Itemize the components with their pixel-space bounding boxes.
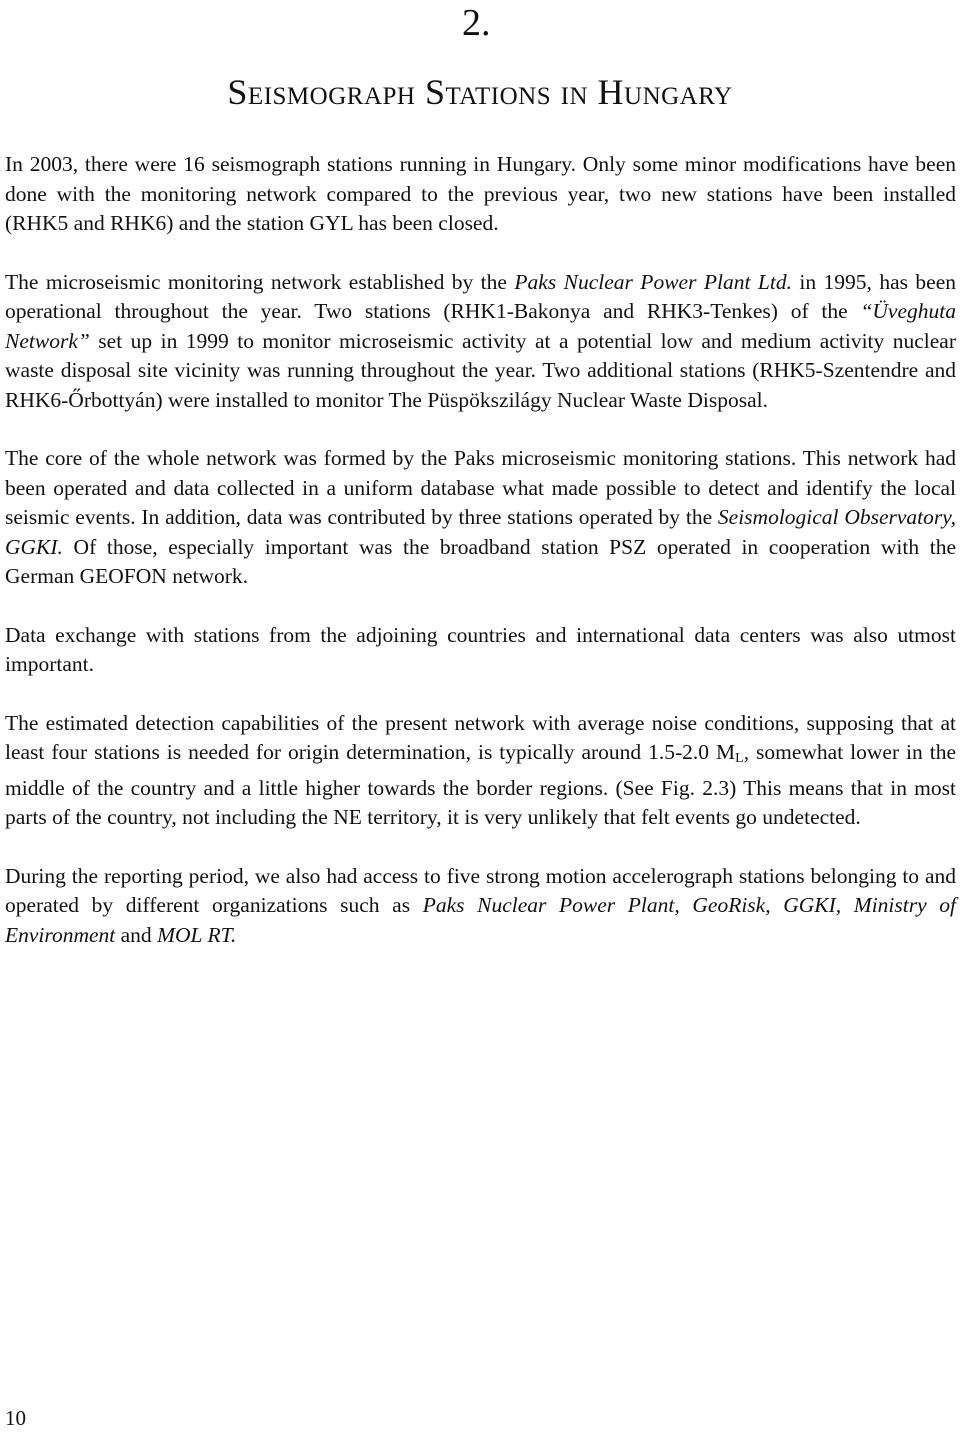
paragraph-strong-motion — [5, 862, 956, 951]
text-run: , somewhat lower in the middle of the country and a little higher towards the border regions. (See Fig. 2.3) This means that in most parts of the country, not including the NE territory, it is very unlikely that felt events go undetected. — [5, 740, 957, 829]
magnitude-subscript: L — [735, 751, 744, 766]
paragraph-network-core — [5, 444, 956, 592]
text-run: The estimated detection capabilities of the present network with average noise conditions, supposing that at least four stations is needed for origin determination, is typically around 1.5-2.0 M — [5, 710, 956, 764]
text-run: set up in 1999 to monitor microseismic activity at a potential low and medium activity nuclear waste disposal site vicinity was running throughout the year. Two additional stations (RHK5-Szentendre and RHK6-Őrbottyán) were installed to monitor The Püspökszilágy Nuclear Waste Disposal. — [5, 328, 956, 412]
paragraph-station-count: In 2003, there were 16 seismograph stations running in Hungary. Only some minor modifications have been done with the monitoring network compared to the previous year, two new stations have been installed (RHK5 and RHK6) and the station GYL has been closed. — [5, 152, 956, 235]
text-run: and — [115, 922, 158, 947]
text-run: The core of the whole network was formed by the Paks microseismic monitoring stations. This network had been operated and data collected in a uniform database what made possible to detect and identify the local seismic events. In addition, data was contributed by three stations operated by the — [5, 446, 956, 529]
text-run: The microseismic monitoring network established by the — [5, 269, 515, 294]
page-number: 10 — [5, 1406, 26, 1430]
chapter-number: 2. — [462, 2, 491, 44]
organization-name: Seismological Observatory, GGKI. — [5, 505, 956, 559]
body-text — [5, 150, 956, 979]
organization-list: Paks Nuclear Power Plant, GeoRisk, GGKI, Ministry of Environment — [5, 893, 957, 947]
text-run: Of those, especially important was the broadband station PSZ operated in cooperation with the German GEOFON network. — [5, 534, 956, 588]
organization-name: MOL RT. — [157, 922, 237, 947]
paragraph-detection-capabilities — [5, 709, 956, 833]
paragraph-paks-network — [5, 268, 956, 416]
chapter-title: Seismograph Stations in Hungary — [227, 72, 733, 112]
text-run: During the reporting period, we also had access to five strong motion accelerograph stations belonging to and operated by different organizations such as — [5, 863, 956, 917]
paragraph-data-exchange: Data exchange with stations from the adjoining countries and international data centers was also utmost important. — [5, 622, 956, 676]
network-name: “Üveghuta Network” — [5, 299, 956, 353]
text-run: in 1995, has been operational throughout the year. Two stations (RHK1-Bakonya and RHK3-Tenkes) of the — [5, 269, 957, 323]
organization-name: Paks Nuclear Power Plant Ltd. — [514, 269, 792, 294]
